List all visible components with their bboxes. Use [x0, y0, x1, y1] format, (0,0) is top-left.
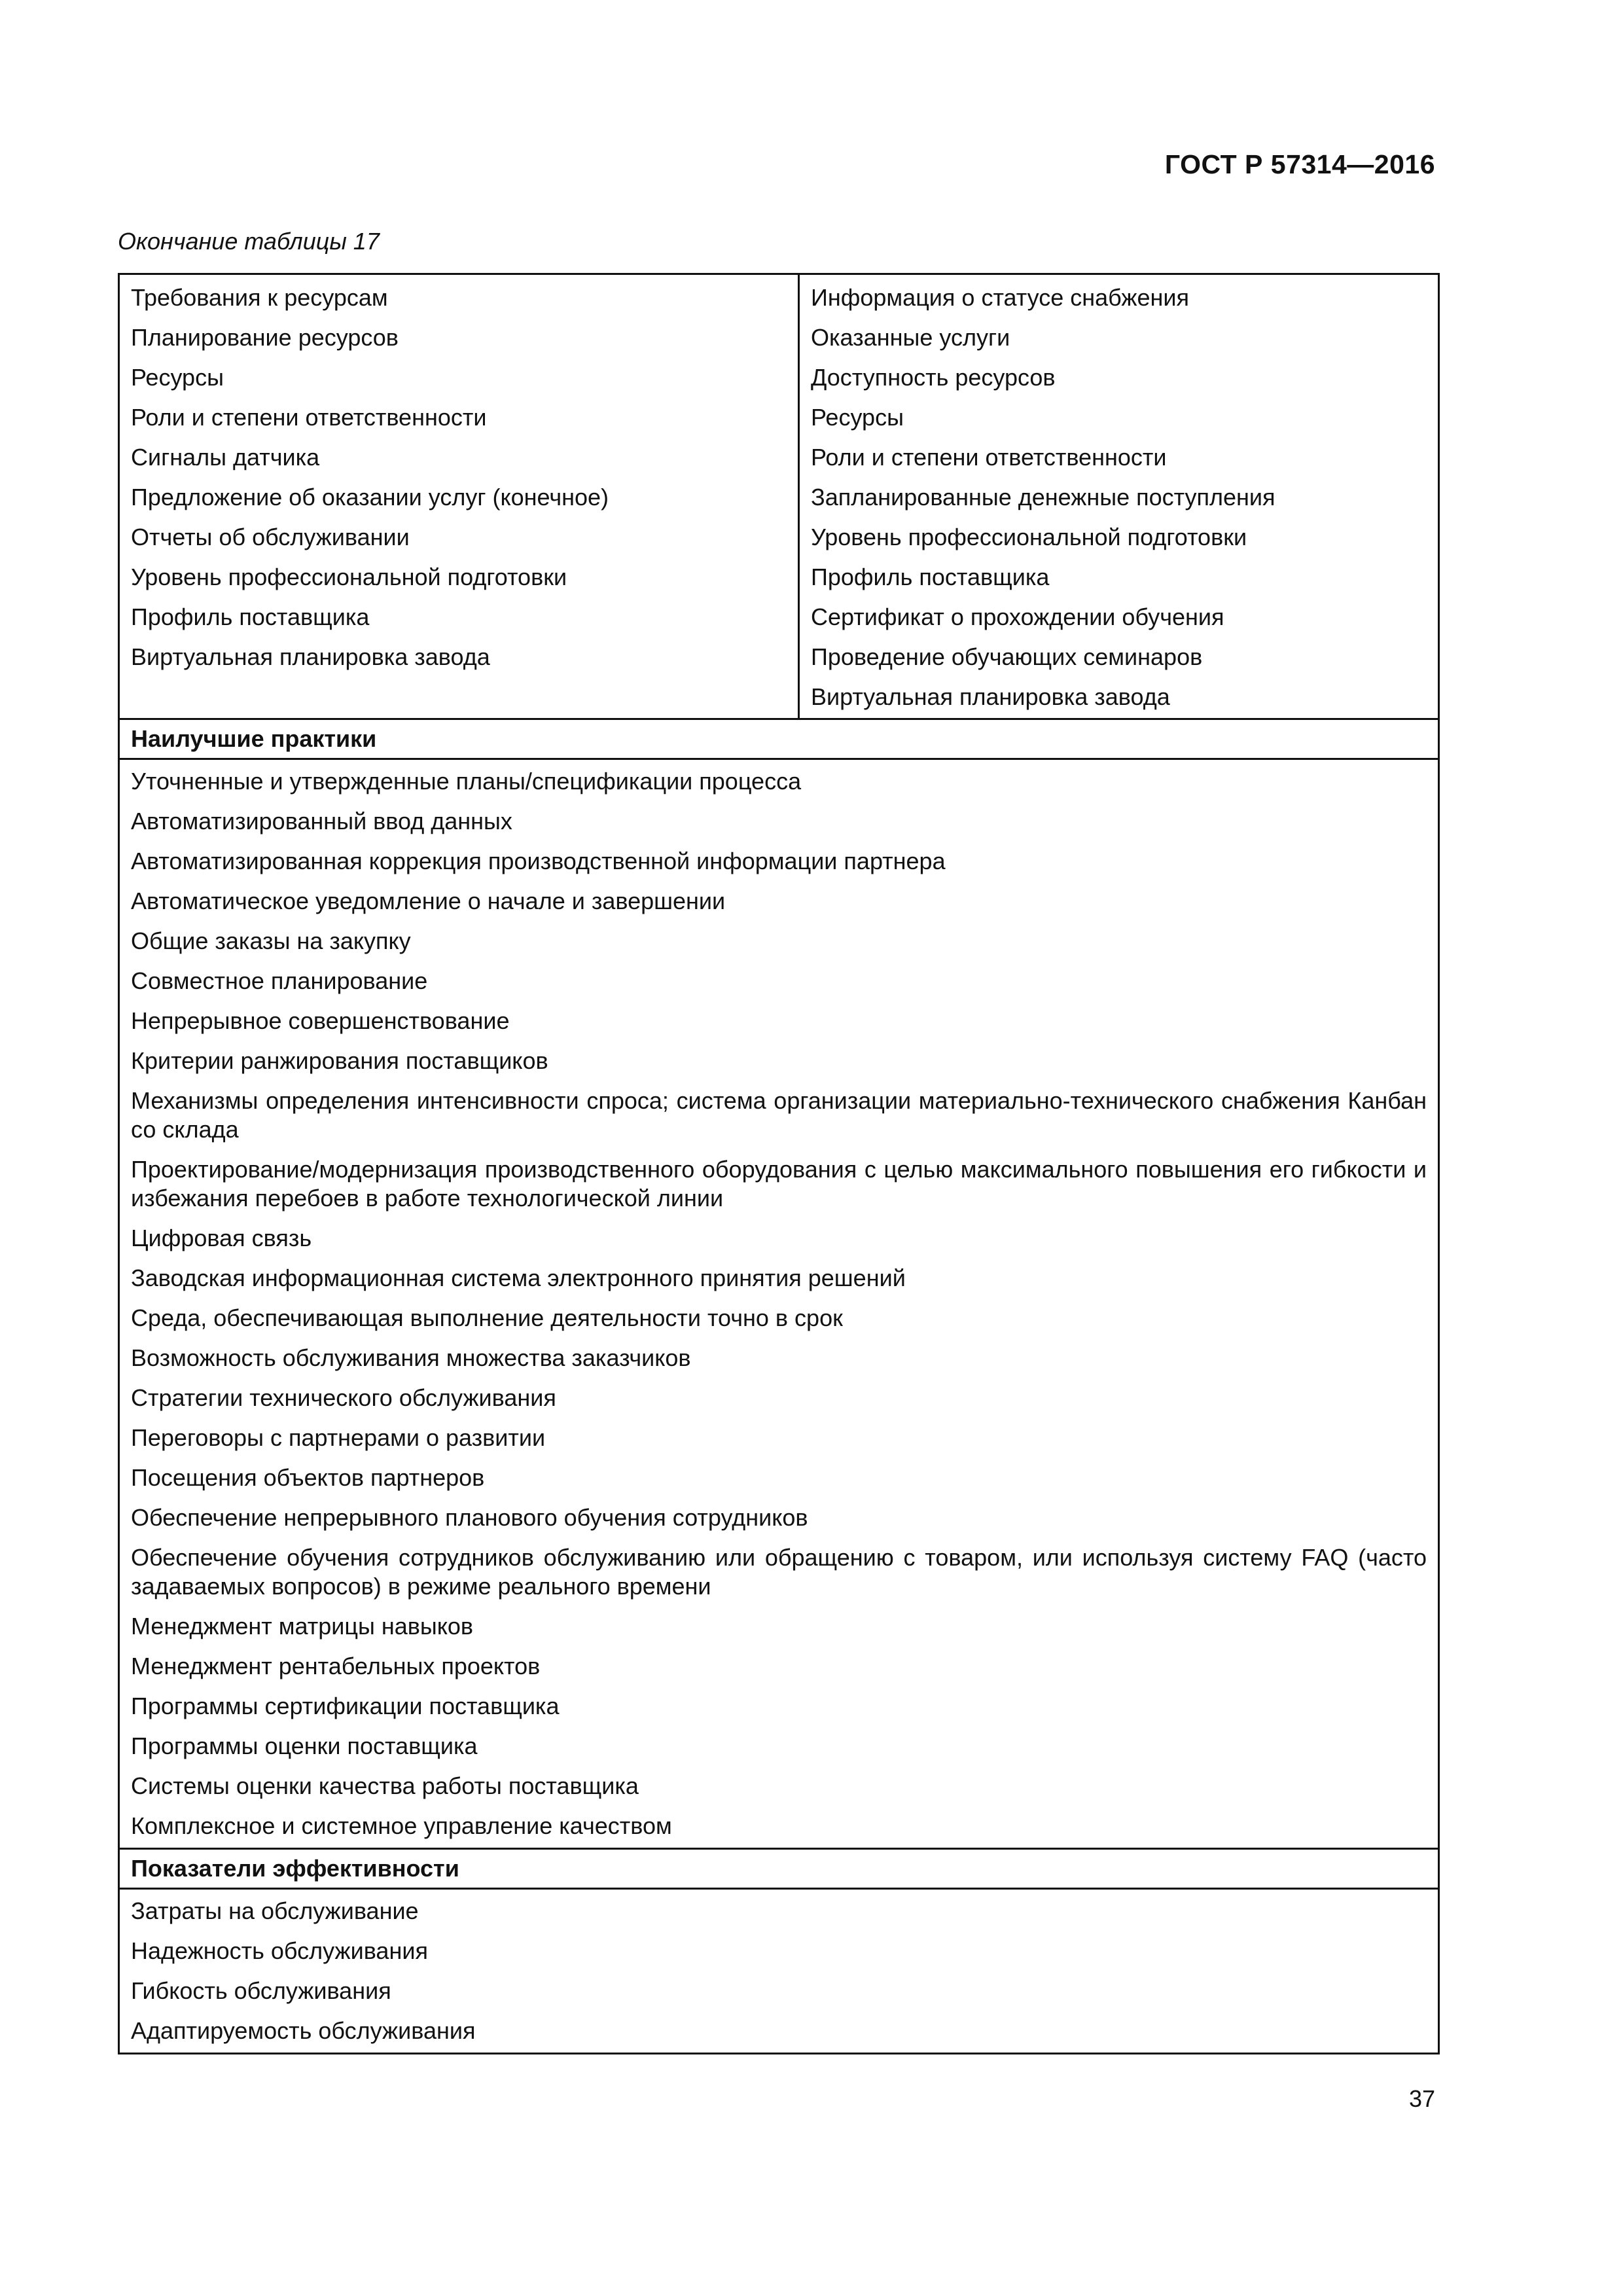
right-row: Профиль поставщика — [811, 564, 1050, 590]
right-row: Информация о статусе снабжения — [811, 284, 1189, 311]
best-practice-item: Общие заказы на закупку — [131, 927, 411, 954]
right-row: Проведение обучающих семинаров — [811, 643, 1203, 670]
best-practice-item: Стратегии технического обслуживания — [131, 1384, 556, 1411]
best-practice-item: Менеджмент матрицы навыков — [131, 1613, 474, 1640]
best-practice-item: Проектирование/модернизация производственного оборудования с целью максимального повышения его гибкости и избежания перебоев в работе технологической линии — [131, 1156, 1427, 1211]
best-practice-item: Цифровая связь — [131, 1225, 312, 1251]
best-practice-item: Переговоры с партнерами о развитии — [131, 1424, 546, 1451]
best-practice-item: Непрерывное совершенствование — [131, 1007, 510, 1034]
table-caption: Окончание таблицы 17 — [118, 228, 380, 255]
best-practices-heading: Наилучшие практики — [120, 720, 1438, 760]
page-number: 37 — [1408, 2085, 1435, 2112]
right-row: Оказанные услуги — [811, 324, 1010, 351]
best-practice-item: Посещения объектов партнеров — [131, 1464, 485, 1491]
best-practice-item: Автоматизированный ввод данных — [131, 808, 512, 834]
best-practices-list — [120, 760, 1438, 1850]
top-two-column-block — [120, 275, 1438, 720]
performance-indicators-heading: Показатели эффективности — [120, 1850, 1438, 1890]
left-row: Ресурсы — [131, 364, 224, 391]
left-row: Требования к ресурсам — [131, 284, 388, 311]
left-row: Профиль поставщика — [131, 603, 370, 630]
right-row: Сертификат о прохождении обучения — [811, 603, 1224, 630]
left-row: Уровень профессиональной подготовки — [131, 564, 567, 590]
standard-designation: ГОСТ Р 57314—2016 — [1164, 149, 1435, 179]
right-row: Запланированные денежные поступления — [811, 484, 1275, 511]
left-row: Предложение об оказании услуг (конечное) — [131, 484, 609, 511]
best-practice-item: Комплексное и системное управление качеством — [131, 1812, 672, 1839]
left-row: Виртуальная планировка завода — [131, 643, 490, 670]
right-row: Роли и степени ответственности — [811, 444, 1167, 471]
left-column — [120, 275, 800, 718]
best-practice-item: Критерии ранжирования поставщиков — [131, 1047, 548, 1074]
table-17-continuation — [118, 273, 1440, 2054]
right-row: Ресурсы — [811, 404, 904, 431]
best-practice-item: Обеспечение непрерывного планового обучения сотрудников — [131, 1504, 808, 1531]
best-practice-item: Автоматизированная коррекция производственной информации партнера — [131, 848, 946, 874]
best-practice-item: Программы сертификации поставщика — [131, 1693, 560, 1719]
best-practice-item: Среда, обеспечивающая выполнение деятельности точно в срок — [131, 1304, 843, 1331]
performance-indicators-list — [120, 1890, 1438, 2053]
best-practice-item: Обеспечение обучения сотрудников обслуживанию или обращению с товаром, или используя систему FAQ (часто задаваемых вопросов) в режиме реального времени — [131, 1544, 1427, 1600]
performance-indicator-item: Адаптируемость обслуживания — [131, 2017, 476, 2044]
best-practice-item: Менеджмент рентабельных проектов — [131, 1653, 541, 1679]
left-row: Планирование ресурсов — [131, 324, 399, 351]
best-practice-item: Системы оценки качества работы поставщика — [131, 1772, 639, 1799]
right-column — [800, 275, 1438, 718]
left-row: Роли и степени ответственности — [131, 404, 487, 431]
best-practice-item: Автоматическое уведомление о начале и завершении — [131, 888, 726, 914]
left-row: Сигналы датчика — [131, 444, 320, 471]
left-row: Отчеты об обслуживании — [131, 524, 410, 550]
performance-indicator-item: Затраты на обслуживание — [131, 1897, 419, 1924]
right-row: Доступность ресурсов — [811, 364, 1056, 391]
performance-indicator-item: Гибкость обслуживания — [131, 1977, 391, 2004]
best-practice-item: Совместное планирование — [131, 967, 428, 994]
right-row: Уровень профессиональной подготовки — [811, 524, 1247, 550]
right-row: Виртуальная планировка завода — [811, 683, 1170, 710]
best-practice-item: Механизмы определения интенсивности спроса; система организации материально-технического снабжения Канбан со склада — [131, 1087, 1427, 1143]
best-practice-item: Программы оценки поставщика — [131, 1732, 478, 1759]
best-practice-item: Заводская информационная система электронного принятия решений — [131, 1265, 906, 1291]
best-practice-item: Возможность обслуживания множества заказчиков — [131, 1344, 691, 1371]
best-practice-item: Уточненные и утвержденные планы/спецификации процесса — [131, 768, 802, 795]
performance-indicator-item: Надежность обслуживания — [131, 1937, 428, 1964]
